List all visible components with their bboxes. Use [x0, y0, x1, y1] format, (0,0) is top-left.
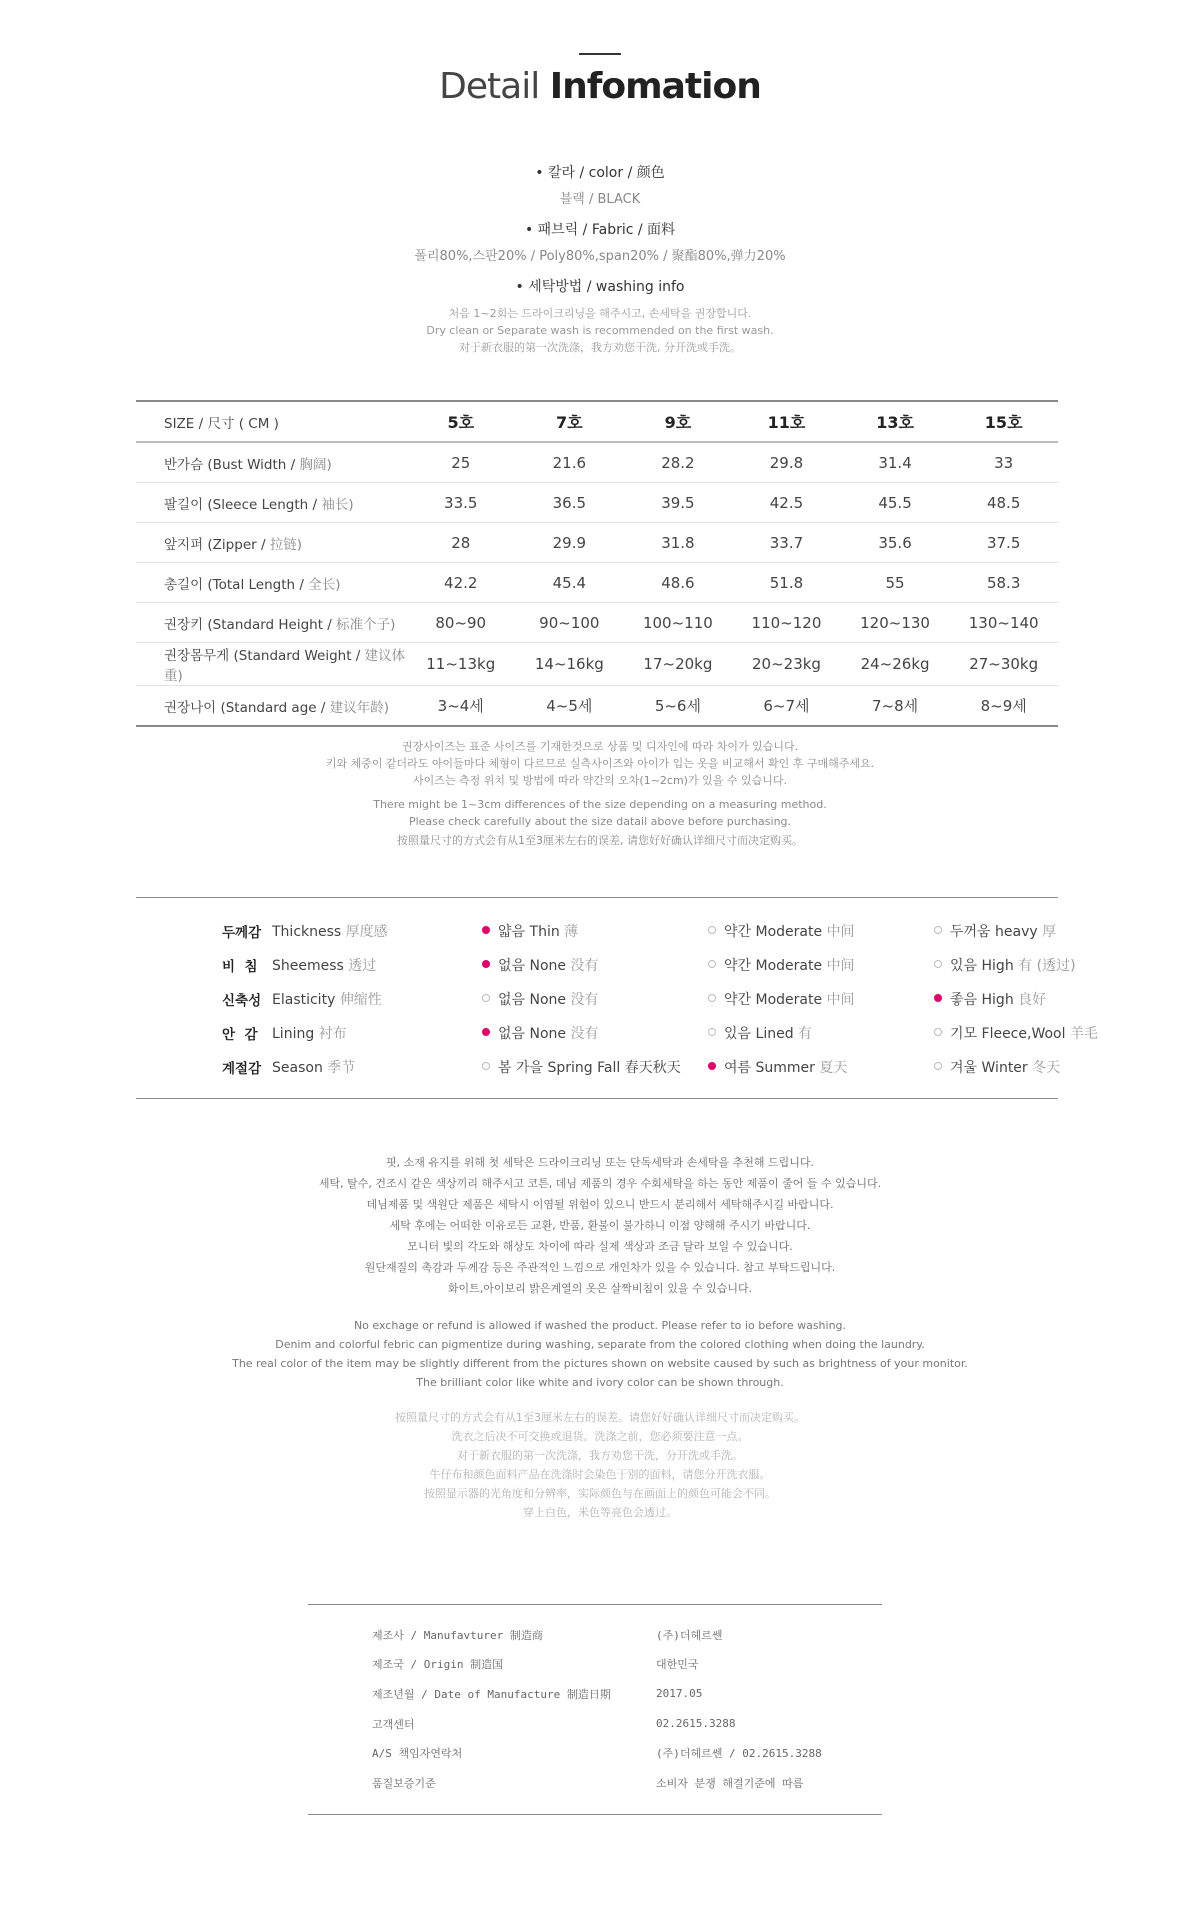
option-cn: 冬天: [1032, 1060, 1061, 1076]
manufacturer-key: 품질보증기준: [372, 1776, 436, 1790]
radio-dot: [708, 1062, 716, 1070]
size-notes-ko: [0, 738, 1200, 789]
size-notes-en: [0, 796, 1200, 849]
row-label-cn: 袖长): [321, 496, 354, 513]
radio-dot: [482, 994, 490, 1002]
table-cell: 3~4세: [437, 697, 484, 715]
size-note: 키와 체중이 같더라도 아이들마다 체형이 다르므로 실측사이즈와 아이가 입는 옷을 비교해서 확인 후 구매해주세요.: [325, 757, 875, 770]
option-en: Winter: [981, 1060, 1028, 1076]
radio-dot: [708, 1028, 716, 1036]
radio-dot: [482, 960, 490, 968]
size-header-9: 9호: [624, 401, 733, 442]
row-label-ko: 권장몸무게 (Standard Weight /: [164, 648, 365, 664]
row-label-ko: 권장나이 (Standard age /: [164, 699, 330, 716]
option: [708, 914, 934, 948]
option: [934, 914, 1160, 948]
care-notes-cn: [0, 1408, 1200, 1522]
property-name-en: Elasticity: [272, 992, 336, 1008]
option-ko: 두꺼움: [950, 924, 991, 940]
table-cell: 37.5: [949, 523, 1058, 563]
option: [934, 1050, 1160, 1084]
care-notes-en: [0, 1316, 1200, 1392]
title-accent-bar: [579, 53, 621, 55]
table-cell: 39.5: [624, 483, 733, 523]
size-note: Please check carefully about the size datail above before purchasing.: [408, 815, 792, 828]
table-cell: 51.8: [732, 563, 841, 603]
row-label: [136, 686, 406, 727]
page-title-light: Detail: [439, 66, 540, 107]
row-label-ko: 권장키 (Standard Height /: [164, 616, 337, 633]
table-cell: 17~20kg: [624, 643, 733, 686]
care-line: 对于新衣服的第一次洗涤，我方劝您干洗，分开洗或手洗。: [457, 1449, 743, 1462]
property-name-cn: 季节: [327, 1060, 356, 1076]
row-label: [136, 483, 406, 523]
option-cn: 羊毛: [1069, 1026, 1098, 1042]
table-cell: 45.5: [841, 483, 950, 523]
option: [934, 948, 1160, 982]
option-en: High: [981, 958, 1014, 974]
option-cn: 夏天: [819, 1060, 848, 1076]
size-note: There might be 1~3cm differences of the size depending on a measuring method.: [373, 798, 827, 811]
manufacturer-value: 소비자 분쟁 해결기준에 따름: [656, 1776, 804, 1790]
row-label: [136, 523, 406, 563]
manufacturer-divider-bottom: [308, 1814, 882, 1815]
manufacturer-key: 제조년월 / Date of Manufacture 制造日期: [372, 1687, 611, 1701]
size-note: 按照量尺寸的方式会有从1至3厘米左右的误差, 请您好好确认详细尺寸而决定购买。: [397, 834, 803, 847]
option-en: Spring Fall: [547, 1060, 621, 1076]
property-name: [272, 1016, 482, 1050]
washing-info: [0, 276, 1200, 356]
size-header-7: 7호: [515, 401, 624, 442]
option-ko: 없음: [498, 958, 526, 974]
table-cell: 8~9세: [980, 697, 1027, 715]
size-note: 권장사이즈는 표준 사이즈를 기재한것으로 상품 및 디자인에 따라 차이가 있습니다.: [401, 740, 799, 753]
option-en: Lined: [755, 1026, 794, 1042]
table-row: [372, 1768, 822, 1798]
size-header-label: SIZE / 尺寸 ( CM ): [136, 401, 406, 442]
option: [934, 1016, 1160, 1050]
row-label: [136, 603, 406, 643]
table-cell: 110~120: [732, 603, 841, 643]
property-row-sheerness: [222, 948, 1160, 982]
property-row-season: [222, 1050, 1160, 1084]
option: [934, 982, 1160, 1016]
size-table-header: [136, 401, 1058, 442]
washing-heading: • 세탁방법 / washing info: [515, 279, 685, 295]
washing-line-cn: 对于新衣服的第一次洗涤，我方劝您干洗, 分开洗或手洗。: [459, 341, 741, 354]
care-line: Denim and colorful febric can pigmentize during washing, separate from the colored clothing when doing the laundry.: [275, 1338, 925, 1351]
table-cell: 35.6: [841, 523, 950, 563]
option-ko: 겨울: [950, 1060, 978, 1076]
property-name-ko: 신축성: [222, 993, 262, 1009]
care-line: The brilliant color like white and ivory color can be shown through.: [416, 1376, 784, 1389]
color-value: 블랙 / BLACK: [559, 192, 641, 207]
option-en: Moderate: [755, 992, 823, 1008]
row-label-cn: 胸阔): [299, 456, 332, 473]
table-row: [136, 643, 1058, 686]
care-line: 핏, 소재 유지를 위해 첫 세탁은 드라이크리닝 또는 단독세탁과 손세탁을 추천해 드립니다.: [386, 1156, 814, 1169]
table-row: [136, 563, 1058, 603]
table-cell: 28.2: [624, 442, 733, 483]
property-name-cn: 伸缩性: [339, 992, 382, 1008]
option-en: High: [981, 992, 1014, 1008]
property-row-lining: [222, 1016, 1160, 1050]
size-header-15: 15호: [949, 401, 1058, 442]
option: [482, 914, 708, 948]
table-cell: 42.2: [406, 563, 515, 603]
table-cell: 120~130: [841, 603, 950, 643]
table-cell: 27~30kg: [949, 643, 1058, 686]
radio-dot: [934, 1028, 942, 1036]
option-cn: 薄: [564, 924, 579, 940]
radio-dot: [708, 994, 716, 1002]
care-line: 按照量尺寸的方式会有从1至3厘米左右的误差。请您好好确认详细尺寸而决定购买。: [395, 1411, 805, 1424]
table-cell: 20~23kg: [732, 643, 841, 686]
radio-dot: [934, 994, 942, 1002]
manufacturer-value: 02.2615.3288: [656, 1717, 736, 1731]
page-title-bold: Infomation: [549, 66, 761, 107]
manufacturer-key: 고객센터: [372, 1717, 415, 1731]
care-line: 세탁 후에는 어떠한 이유로든 교환, 반품, 환불이 불가하니 이점 양해해 주시기 바랍니다.: [389, 1219, 811, 1232]
option-ko: 기모: [950, 1026, 978, 1042]
radio-dot: [934, 1062, 942, 1070]
row-label: [136, 563, 406, 603]
size-header-11: 11호: [732, 401, 841, 442]
care-line: No exchage or refund is allowed if washed the product. Please refer to io before washing.: [353, 1319, 847, 1332]
table-cell: 58.3: [949, 563, 1058, 603]
option-cn: 有: [798, 1026, 813, 1042]
row-label: [136, 442, 406, 483]
row-label-ko: 앞지퍼 (Zipper /: [164, 536, 270, 553]
care-line: 세탁, 탈수, 건조시 같은 색상끼리 해주시고 코튼, 데님 제품의 경우 수회세탁을 하는 동안 제품이 줄어 들 수 있습니다.: [318, 1177, 882, 1190]
property-name-cn: 衬布: [318, 1026, 347, 1042]
table-cell: 25: [406, 442, 515, 483]
table-cell: 100~110: [624, 603, 733, 643]
property-name-en: Thickness: [272, 924, 342, 940]
color-info: [0, 162, 1200, 207]
care-line: 按照显示器的光角度和分辨率，实际颜色与在画面上的颜色可能会不同。: [424, 1487, 776, 1500]
property-name: [272, 1050, 482, 1084]
care-notes-ko: [0, 1152, 1200, 1299]
table-cell: 33: [949, 442, 1058, 483]
option-ko: 있음: [724, 1026, 752, 1042]
table-cell: 45.4: [515, 563, 624, 603]
manufacturer-table: [372, 1620, 822, 1798]
property-name-cn: 透过: [348, 958, 377, 974]
table-cell: 55: [841, 563, 950, 603]
table-cell: 21.6: [515, 442, 624, 483]
table-cell: 33.5: [406, 483, 515, 523]
table-row: [136, 483, 1058, 523]
manufacturer-key: 제조국 / Origin 制造国: [372, 1658, 504, 1672]
option-en: None: [529, 992, 567, 1008]
option-en: Thin: [529, 924, 560, 940]
option-en: heavy: [995, 924, 1038, 940]
property-name-ko: 비 침: [222, 959, 258, 975]
table-cell: 48.6: [624, 563, 733, 603]
table-cell: 33.7: [732, 523, 841, 563]
option-cn: 中间: [826, 992, 855, 1008]
option-en: None: [529, 1026, 567, 1042]
radio-dot: [482, 1028, 490, 1036]
option: [708, 1050, 934, 1084]
property-name: [272, 982, 482, 1016]
property-name-ko: 안 감: [222, 1027, 258, 1043]
option: [708, 982, 934, 1016]
manufacturer-value: 대한민국: [656, 1658, 699, 1672]
table-cell: 130~140: [949, 603, 1058, 643]
option-ko: 약간: [724, 992, 752, 1008]
table-cell: 29.8: [732, 442, 841, 483]
care-line: 원단재질의 촉감과 두께감 등은 주관적인 느낌으로 개인차가 있을 수 있습니다. 참고 부탁드립니다.: [364, 1261, 836, 1274]
option-en: Moderate: [755, 958, 823, 974]
table-cell: 36.5: [515, 483, 624, 523]
option-en: Moderate: [755, 924, 823, 940]
option-ko: 좋음: [950, 992, 978, 1008]
table-row: [372, 1738, 822, 1768]
option-cn: 有 (透过): [1018, 958, 1076, 974]
section-divider-top: [136, 897, 1058, 898]
table-row: [372, 1620, 822, 1650]
table-cell: 80~90: [406, 603, 515, 643]
option: [708, 948, 934, 982]
table-cell: 14~16kg: [515, 643, 624, 686]
table-cell: 31.4: [841, 442, 950, 483]
option-ko: 있음: [950, 958, 978, 974]
row-label: [136, 643, 406, 686]
table-row: [136, 442, 1058, 483]
manufacturer-key: 제조사 / Manufavturer 制造商: [372, 1628, 543, 1642]
option-ko: 없음: [498, 992, 526, 1008]
option: [482, 948, 708, 982]
color-heading: • 칼라 / color / 颜色: [535, 165, 665, 181]
option-ko: 얇음: [498, 924, 526, 940]
option-ko: 약간: [724, 924, 752, 940]
section-divider-bottom: [136, 1098, 1058, 1099]
washing-line-en: Dry clean or Separate wash is recommended on the first wash.: [426, 324, 774, 337]
option-cn: 中间: [826, 958, 855, 974]
table-cell: 90~100: [515, 603, 624, 643]
option: [482, 1050, 708, 1084]
option-cn: 中间: [826, 924, 855, 940]
property-name: [272, 948, 482, 982]
table-cell: 24~26kg: [841, 643, 950, 686]
row-label-ko: 팔길이 (Sleece Length /: [164, 496, 322, 513]
table-cell: 11~13kg: [406, 643, 515, 686]
option-cn: 没有: [570, 1026, 599, 1042]
property-name-en: Season: [272, 1060, 323, 1076]
size-header-13: 13호: [841, 401, 950, 442]
care-line: 穿上白色，米色等亮色会透过。: [523, 1506, 677, 1519]
fabric-value: 폴리80%,스판20% / Poly80%,span20% / 聚酯80%,弹力20%: [414, 249, 786, 264]
option-en: Fleece,Wool: [981, 1026, 1066, 1042]
property-name: [272, 914, 482, 948]
property-table: [222, 914, 1160, 1084]
size-header-5: 5호: [406, 401, 515, 442]
option-ko: 약간: [724, 958, 752, 974]
manufacturer-value: (주)더헤르쎈: [656, 1628, 723, 1642]
page-title: [0, 66, 1200, 107]
row-label-cn: 建议年龄): [329, 699, 389, 716]
table-row: [136, 686, 1058, 727]
care-line: 데님제품 및 색원단 제품은 세탁시 이염될 위험이 있으니 반드시 분리해서 세탁해주시길 바랍니다.: [366, 1198, 834, 1211]
row-label-cn: 建议体重): [164, 648, 406, 684]
table-row: [136, 523, 1058, 563]
row-label-ko: 반가슴 (Bust Width /: [164, 456, 300, 473]
option: [482, 1016, 708, 1050]
table-row: [372, 1709, 822, 1739]
care-line: The real color of the item may be slightly different from the pictures shown on website caused by such as brightness of your monitor.: [232, 1357, 968, 1370]
manufacturer-value: (주)더헤르쎈 / 02.2615.3288: [656, 1747, 822, 1761]
option-ko: 봄 가을: [498, 1060, 544, 1076]
property-row-elasticity: [222, 982, 1160, 1016]
property-name-ko: 두께감: [222, 925, 262, 941]
radio-dot: [708, 960, 716, 968]
table-cell: 7~8세: [871, 697, 919, 715]
table-row: [372, 1679, 822, 1709]
option: [482, 982, 708, 1016]
property-name-ko: 계절감: [222, 1061, 262, 1077]
table-cell: 6~7세: [763, 697, 810, 715]
radio-dot: [934, 960, 942, 968]
table-cell: 48.5: [949, 483, 1058, 523]
table-row: [372, 1650, 822, 1680]
option-cn: 没有: [570, 992, 599, 1008]
table-cell: 28: [406, 523, 515, 563]
care-line: 洗衣之后决不可交换或退货。洗涤之前，您必须要注意一点。: [451, 1430, 749, 1443]
option-cn: 没有: [570, 958, 599, 974]
row-label-cn: 全长): [308, 576, 341, 593]
fabric-heading: • 패브릭 / Fabric / 面料: [524, 222, 676, 238]
property-name-en: Lining: [272, 1026, 315, 1042]
option-en: None: [529, 958, 567, 974]
manufacturer-value: 2017.05: [656, 1687, 703, 1701]
option-cn: 春天秋天: [624, 1060, 681, 1076]
radio-dot: [482, 926, 490, 934]
radio-dot: [708, 926, 716, 934]
option-ko: 없음: [498, 1026, 526, 1042]
care-line: 牛仔布和颜色面料产品在洗涤时会染色于别的面料，请您分开洗衣服。: [429, 1468, 771, 1481]
manufacturer-key: A/S 책임자연락처: [372, 1747, 463, 1761]
row-label-ko: 총길이 (Total Length /: [164, 576, 309, 593]
property-row-thickness: [222, 914, 1160, 948]
fabric-info: [0, 219, 1200, 264]
option-cn: 良好: [1018, 992, 1047, 1008]
option-ko: 여름: [724, 1060, 752, 1076]
property-name-en: Sheemess: [272, 958, 344, 974]
option: [708, 1016, 934, 1050]
option-en: Summer: [755, 1060, 815, 1076]
option-cn: 厚: [1042, 924, 1057, 940]
row-label-cn: 拉链): [269, 536, 303, 553]
table-row: [136, 603, 1058, 643]
row-label-cn: 标准个子): [336, 616, 396, 633]
table-cell: 42.5: [732, 483, 841, 523]
table-cell: 4~5세: [546, 697, 593, 715]
care-line: 화이트,아이보리 밝은계열의 옷은 살짝비침이 있을 수 있습니다.: [447, 1282, 753, 1295]
table-cell: 31.8: [624, 523, 733, 563]
property-name-cn: 厚度感: [345, 924, 388, 940]
manufacturer-divider-top: [308, 1604, 882, 1605]
washing-line-ko: 처음 1~2회는 드라이크리닝을 해주시고, 손세탁을 권장합니다.: [448, 307, 752, 320]
care-line: 모니터 빛의 각도와 해상도 차이에 따라 실제 색상과 조금 달라 보일 수 있습니다.: [407, 1240, 793, 1253]
table-cell: 5~6세: [654, 697, 701, 715]
size-note: 사이즈는 측정 위치 및 방법에 따라 약간의 오차(1~2cm)가 있을 수 있습니다.: [413, 774, 787, 787]
table-cell: 29.9: [515, 523, 624, 563]
size-table: [136, 400, 1058, 727]
radio-dot: [482, 1062, 490, 1070]
radio-dot: [934, 926, 942, 934]
